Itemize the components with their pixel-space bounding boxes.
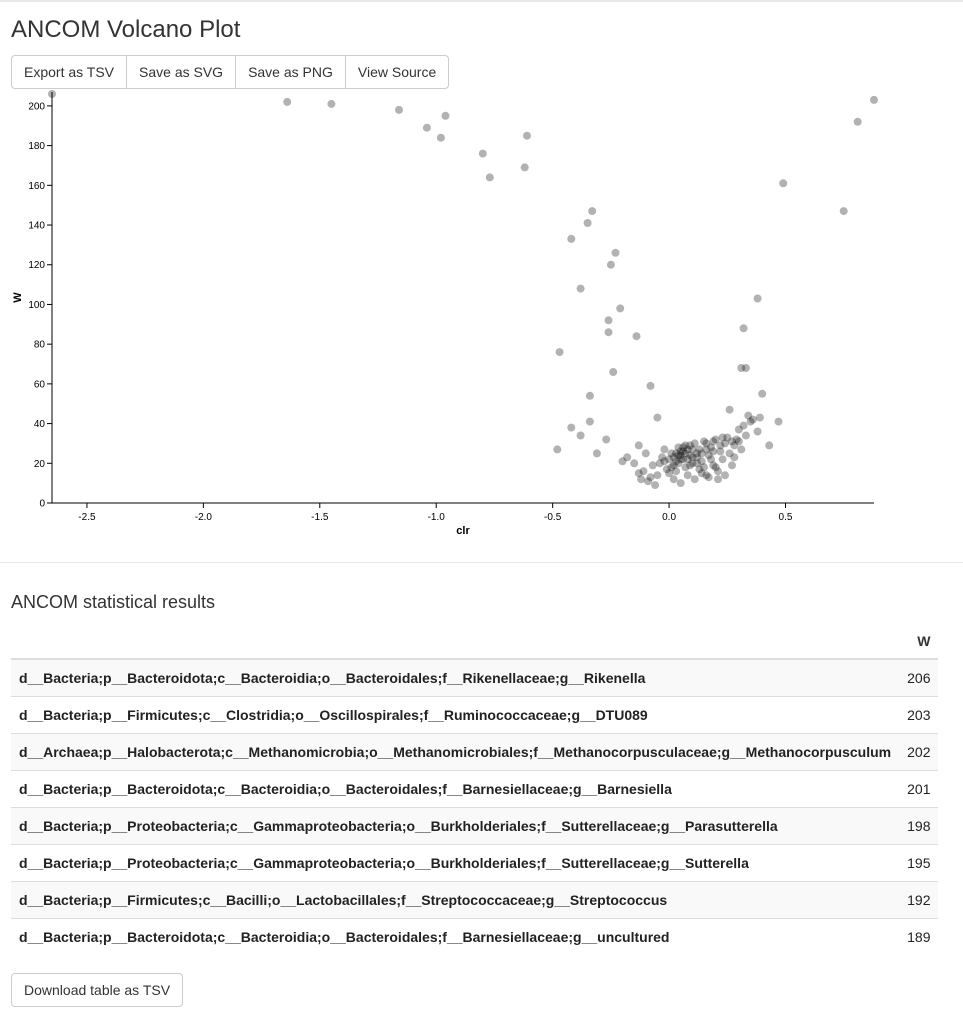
data-point	[693, 459, 701, 467]
y-tick-label: 40	[33, 419, 45, 431]
column-header-w: W	[899, 624, 938, 659]
data-point	[840, 207, 848, 215]
data-point	[709, 447, 717, 455]
w-cell: 189	[899, 919, 938, 956]
data-point	[640, 467, 648, 475]
results-table	[11, 624, 938, 955]
data-point	[663, 465, 671, 473]
data-point	[681, 463, 689, 471]
page-title: ANCOM Volcano Plot	[11, 16, 241, 43]
data-point	[735, 437, 743, 445]
taxon-cell: d__Bacteria;p__Bacteroidota;c__Bacteroidia;o__Bacteroidales;f__Rikenellaceae;g__Rikenella	[11, 659, 899, 697]
data-point	[577, 285, 585, 293]
x-tick-label: -1.0	[427, 512, 445, 523]
data-point	[670, 475, 678, 483]
data-point	[691, 475, 699, 483]
taxon-cell: d__Bacteria;p__Proteobacteria;c__Gammaproteobacteria;o__Burkholderiales;f__Sutterellaceae;g__Parasutterella	[11, 808, 899, 845]
data-point	[737, 445, 745, 453]
x-tick-label: -2.5	[78, 512, 96, 523]
top-rule	[0, 0, 963, 2]
table-row	[11, 659, 938, 697]
w-cell: 201	[899, 771, 938, 808]
data-point	[556, 348, 564, 356]
data-point	[754, 428, 762, 436]
save-svg-button[interactable]: Save as SVG	[126, 55, 236, 89]
data-point	[395, 106, 403, 114]
data-point	[486, 173, 494, 181]
data-point	[644, 477, 652, 485]
data-point	[660, 445, 668, 453]
table-row	[11, 808, 938, 845]
column-header-taxon	[11, 624, 899, 659]
data-point	[712, 463, 720, 471]
x-tick-label: 0.5	[778, 512, 793, 523]
data-point	[605, 316, 613, 324]
data-point	[653, 471, 661, 479]
data-point	[647, 382, 655, 390]
data-point	[716, 441, 724, 449]
data-point	[740, 324, 748, 332]
data-point	[730, 453, 738, 461]
data-point	[567, 424, 575, 432]
data-point	[667, 449, 675, 457]
table-row	[11, 734, 938, 771]
data-point	[707, 455, 715, 463]
data-point	[670, 461, 678, 469]
y-tick-label: 160	[28, 180, 45, 192]
data-point	[709, 437, 717, 445]
data-point	[437, 134, 445, 142]
x-axis-label: clr	[456, 525, 470, 537]
export-button-group	[11, 55, 449, 89]
data-point	[754, 295, 762, 303]
data-point	[756, 414, 764, 422]
x-tick-label: -1.5	[311, 512, 329, 523]
data-point	[588, 207, 596, 215]
data-point	[775, 418, 783, 426]
download-table-button[interactable]: Download table as TSV	[11, 973, 183, 1007]
data-point	[602, 436, 610, 444]
taxon-cell: d__Bacteria;p__Proteobacteria;c__Gammaproteobacteria;o__Burkholderiales;f__Sutterellaceae;g__Sutterella	[11, 845, 899, 882]
w-cell: 198	[899, 808, 938, 845]
x-axis	[52, 503, 874, 523]
y-tick-label: 0	[39, 498, 45, 510]
data-point	[742, 364, 750, 372]
data-point	[619, 457, 627, 465]
data-point	[521, 163, 529, 171]
y-tick-label: 200	[28, 101, 45, 113]
data-point	[700, 463, 708, 471]
data-point	[553, 445, 561, 453]
data-point	[854, 118, 862, 126]
x-tick-label: -0.5	[544, 512, 562, 523]
data-point	[765, 441, 773, 449]
data-point	[721, 471, 729, 479]
data-point	[705, 473, 713, 481]
save-png-button[interactable]: Save as PNG	[235, 55, 346, 89]
data-point	[609, 368, 617, 376]
data-point	[651, 481, 659, 489]
taxon-cell: d__Bacteria;p__Bacteroidota;c__Bacteroidia;o__Bacteroidales;f__Barnesiellaceae;g__uncultured	[11, 919, 899, 956]
data-point	[653, 414, 661, 422]
data-point	[607, 261, 615, 269]
data-point	[633, 332, 641, 340]
data-point	[686, 441, 694, 449]
table-row	[11, 882, 938, 919]
taxon-cell: d__Bacteria;p__Firmicutes;c__Bacilli;o__Lactobacillales;f__Streptococcaceae;g__Streptococcus	[11, 882, 899, 919]
data-point	[567, 235, 575, 243]
taxon-cell: d__Bacteria;p__Firmicutes;c__Clostridia;o__Oscillospirales;f__Ruminococcaceae;g__DTU089	[11, 697, 899, 734]
data-point	[702, 439, 710, 447]
data-point	[870, 96, 878, 104]
w-cell: 195	[899, 845, 938, 882]
data-point	[612, 249, 620, 257]
data-point	[586, 392, 594, 400]
data-point	[719, 434, 727, 442]
data-point	[593, 449, 601, 457]
data-point	[577, 432, 585, 440]
y-axis-label: W	[12, 292, 24, 303]
volcano-plot	[0, 88, 900, 548]
data-point	[779, 179, 787, 187]
w-cell: 192	[899, 882, 938, 919]
taxon-cell: d__Archaea;p__Halobacterota;c__Methanomicrobia;o__Methanomicrobiales;f__Methanocorpusculaceae;g__Methanocorpusculum	[11, 734, 899, 771]
data-point	[616, 304, 624, 312]
data-point	[637, 475, 645, 483]
points-layer	[48, 90, 878, 489]
data-point	[740, 422, 748, 430]
y-axis	[28, 92, 52, 510]
y-tick-label: 120	[28, 260, 45, 272]
data-point	[283, 98, 291, 106]
y-tick-label: 60	[33, 379, 45, 391]
y-tick-label: 100	[28, 299, 45, 311]
data-point	[728, 437, 736, 445]
data-point	[649, 461, 657, 469]
taxon-cell: d__Bacteria;p__Bacteroidota;c__Bacteroidia;o__Bacteroidales;f__Barnesiellaceae;g__Barnesiella	[11, 771, 899, 808]
data-point	[714, 475, 722, 483]
data-point	[749, 416, 757, 424]
w-cell: 203	[899, 697, 938, 734]
data-point	[423, 124, 431, 132]
data-point	[584, 219, 592, 227]
data-point	[479, 150, 487, 158]
w-cell: 206	[899, 659, 938, 697]
view-source-button[interactable]: View Source	[345, 55, 449, 89]
data-point	[742, 432, 750, 440]
data-point	[630, 459, 638, 467]
data-point	[660, 457, 668, 465]
data-point	[642, 449, 650, 457]
results-title: ANCOM statistical results	[11, 592, 216, 612]
x-tick-label: -2.0	[194, 512, 212, 523]
data-point	[684, 471, 692, 479]
data-point	[728, 461, 736, 469]
data-point	[523, 132, 531, 140]
table-row	[11, 697, 938, 734]
data-point	[635, 441, 643, 449]
w-cell: 202	[899, 734, 938, 771]
table-row	[11, 919, 938, 956]
data-point	[726, 406, 734, 414]
table-row	[11, 845, 938, 882]
y-tick-label: 20	[33, 458, 45, 470]
y-tick-label: 80	[33, 339, 45, 351]
data-point	[327, 100, 335, 108]
data-point	[442, 112, 450, 120]
data-point	[758, 390, 766, 398]
data-point	[719, 455, 727, 463]
export-tsv-button[interactable]: Export as TSV	[11, 55, 127, 89]
table-row	[11, 771, 938, 808]
data-point	[586, 418, 594, 426]
x-tick-label: 0.0	[662, 512, 677, 523]
y-tick-label: 180	[28, 141, 45, 153]
y-tick-label: 140	[28, 220, 45, 232]
data-point	[677, 479, 685, 487]
table-header-row	[11, 624, 938, 659]
section-divider	[0, 562, 963, 563]
data-point	[605, 328, 613, 336]
